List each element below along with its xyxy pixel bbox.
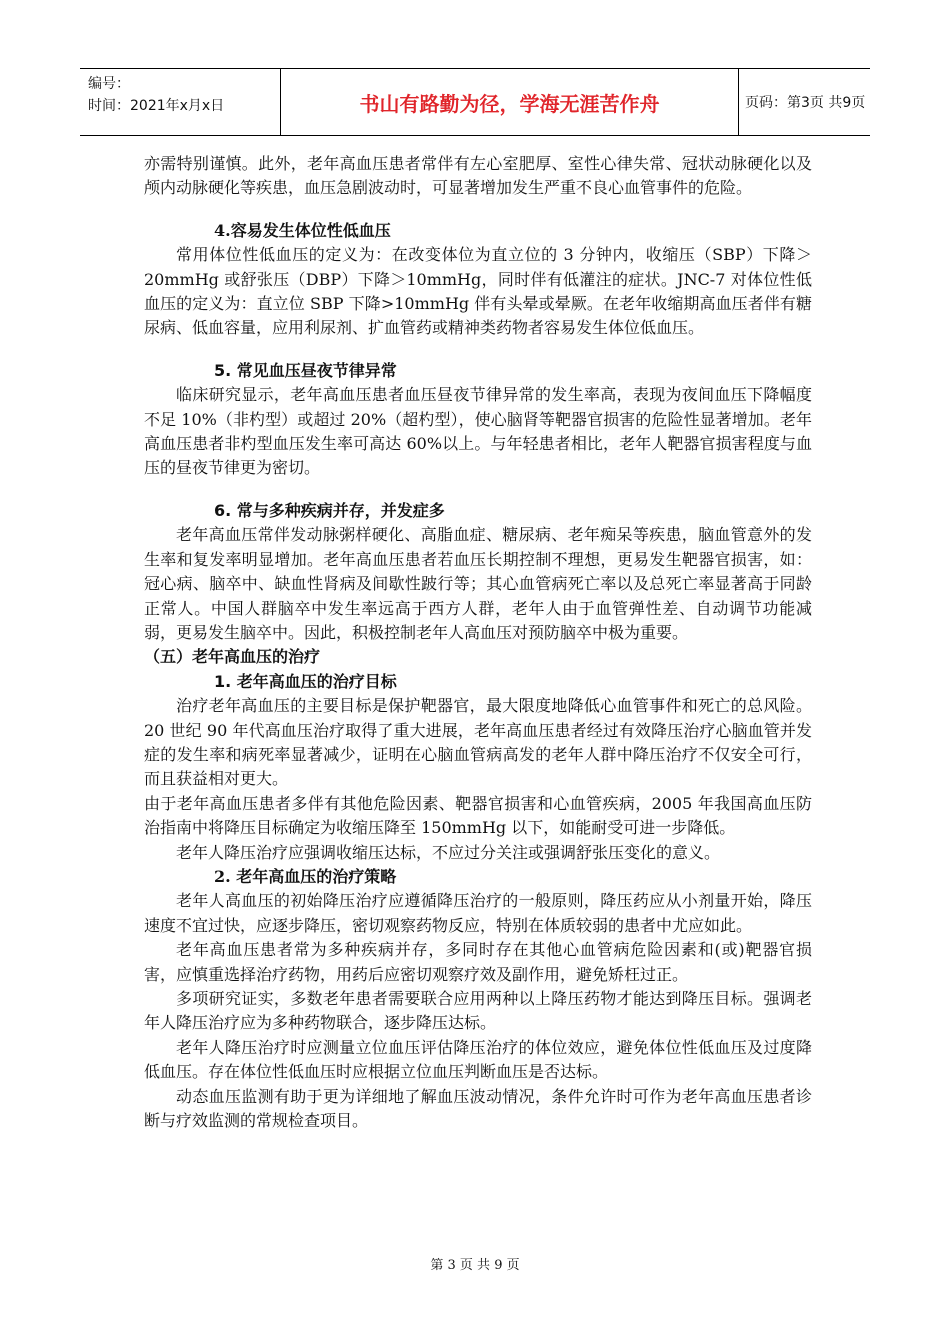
paragraph-orthostatic-definition: 常用体位性低血压的定义为：在改变体位为直立位的 3 分钟内，收缩压（SBP）下降＞20mmHg 或舒张压（DBP）下降＞10mmHg，同时伴有低灌注的症状。JNC-7 对体位性低血压的定义为：直立位 SBP 下降>10mmHg 伴有头晕或晕厥。在老年收缩期高血压者伴有糖尿病、低血容量，应用利尿剂、扩血管药或精神类药物者容易发生体位低血压。	[144, 245, 812, 338]
paragraph-ambulatory-monitoring: 动态血压监测有助于更为详细地了解血压波动情况，条件允许时可作为老年高血压患者诊断与疗效监测的常规检查项目。	[144, 1086, 812, 1131]
heading-treatment-strategy: 2. 老年高血压的治疗策略	[214, 866, 397, 886]
heading-orthostatic-hypotension: 4.容易发生体位性低血压	[214, 220, 391, 240]
paragraph-comorbidities: 老年高血压常伴发动脉粥样硬化、高脂血症、糖尿病、老年痴呆等疾患，脑血管意外的发生率和复发率明显增加。老年高血压患者若血压长期控制不理想，更易发生靶器官损害，如：冠心病、脑卒中、缺血性肾病及间歇性跛行等；其心血管病死亡率以及总死亡率显著高于同龄正常人。中国人群脑卒中发生率远高于西方人群，老年人由于血管弹性差、自动调节功能减弱，更易发生脑卒中。因此，积极控制老年人高血压对预防脑卒中极为重要。	[144, 525, 812, 642]
document-body	[144, 152, 812, 1133]
header-page-label: 页码：第3页 共9页	[745, 95, 866, 111]
document-date-label: 时间：2021年x月x日	[88, 98, 225, 114]
document-number-label: 编号：	[88, 76, 130, 92]
heading-circadian-rhythm: 5. 常见血压昼夜节律异常	[214, 360, 397, 380]
heading-treatment-goal: 1. 老年高血压的治疗目标	[214, 671, 397, 691]
paragraph-multiple-diseases: 老年高血压患者常为多种疾病并存，多同时存在其他心血管病危险因素和(或)靶器官损害，应慎重选择治疗药物，用药后应密切观察疗效及副作用，避免矫枉过正。	[144, 940, 812, 984]
paragraph-combination-therapy: 多项研究证实，多数老年患者需要联合应用两种以上降压药物才能达到降压目标。强调老年人降压治疗应为多种药物联合，逐步降压达标。	[144, 989, 812, 1033]
paragraph-continuation: 亦需特别谨慎。此外，老年高血压患者常伴有左心室肥厚、室性心律失常、冠状动脉硬化以及颅内动脉硬化等疾患，血压急剧波动时，可显著增加发生严重不良心血管事件的危险。	[144, 154, 812, 198]
document-header	[80, 68, 870, 136]
paragraph-standing-bp: 老年人降压治疗时应测量立位血压评估降压治疗的体位效应，避免体位性低血压及过度降低血压。存在体位性低血压时应根据立位血压判断血压是否达标。	[144, 1037, 812, 1082]
paragraph-circadian-rhythm: 临床研究显示，老年高血压患者血压昼夜节律异常的发生率高，表现为夜间血压下降幅度不足 10%（非杓型）或超过 20%（超杓型），使心脑肾等靶器官损害的危险性显著增加。老年高血压患者非杓型血压发生率可高达 60%以上。与年轻患者相比，老年人靶器官损害程度与血压的昼夜节律更为密切。	[144, 385, 812, 478]
header-motto: 书山有路勤为径，学海无涯苦作舟	[280, 69, 739, 135]
paragraph-treatment-goal: 治疗老年高血压的主要目标是保护靶器官，最大限度地降低心血管事件和死亡的总风险。20 世纪 90 年代高血压治疗取得了重大进展，老年高血压患者经过有效降压治疗心脑血管并发症的发生率和病死率显著减少，证明在心脑血管病高发的老年人群中降压治疗不仅安全可行，而且获益相对更大。	[144, 696, 812, 789]
header-meta	[80, 69, 280, 135]
section-heading-treatment: （五）老年高血压的治疗	[144, 647, 321, 667]
paragraph-target-pressure: 由于老年高血压患者多伴有其他危险因素、靶器官损害和心血管疾病，2005 年我国高血压防治指南中将降压目标确定为收缩压降至 150mmHg 以下，如能耐受可进一步降低。	[144, 793, 812, 838]
paragraph-systolic-emphasis: 老年人降压治疗应强调收缩压达标，不应过分关注或强调舒张压变化的意义。	[176, 842, 721, 862]
paragraph-initial-treatment: 老年人高血压的初始降压治疗应遵循降压治疗的一般原则，降压药应从小剂量开始，降压速度不宜过快，应逐步降压，密切观察药物反应，特别在体质较弱的患者中尤应如此。	[144, 891, 812, 935]
heading-comorbidities: 6. 常与多种疾病并存，并发症多	[214, 500, 445, 520]
page-footer: 第 3 页 共 9 页	[430, 1258, 520, 1273]
